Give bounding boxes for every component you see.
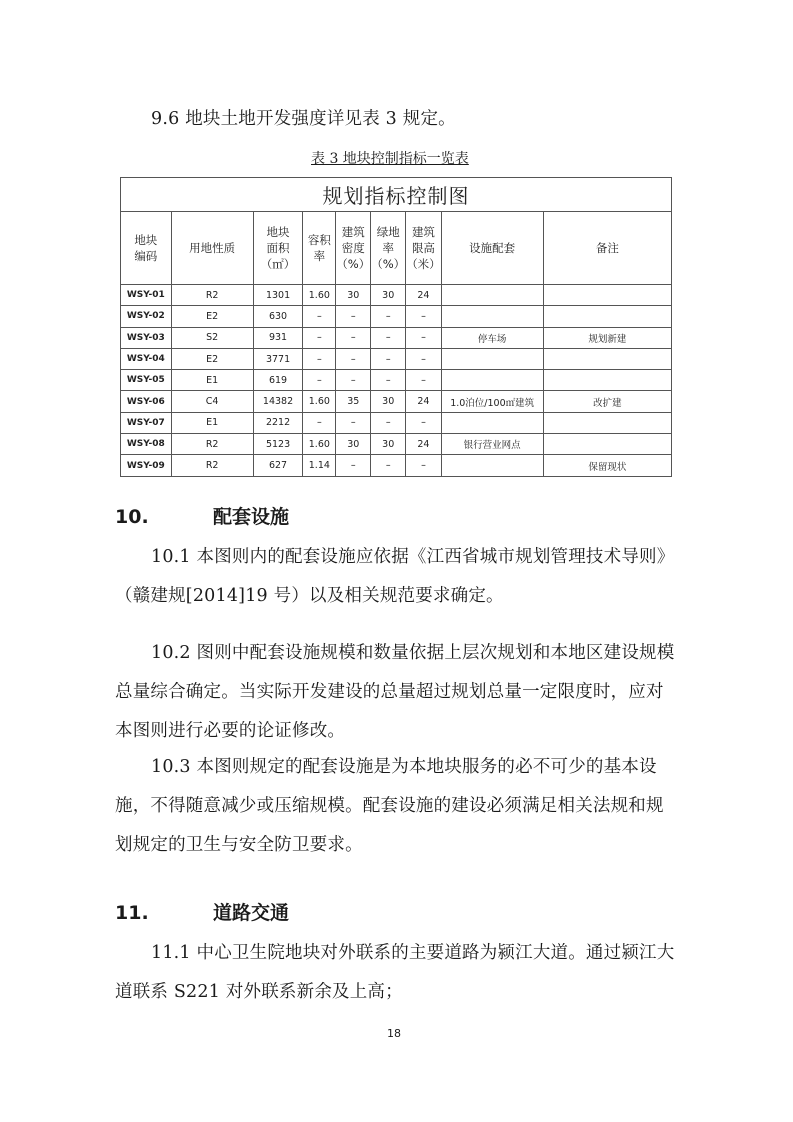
cell-green-ratio: – (371, 455, 406, 476)
cell-facilities (441, 370, 543, 391)
paragraph-10-1: 10.1 本图则内的配套设施应依据《江西省城市规划管理技术导则》（赣建规[2014]19 号）以及相关规范要求确定。 (115, 547, 675, 606)
cell-code: WSY-09 (121, 455, 172, 476)
cell-area: 619 (253, 370, 303, 391)
cell-facilities: 1.0泊位/100㎡建筑 (441, 391, 543, 412)
cell-facilities: 停车场 (441, 327, 543, 348)
header-green-ratio: 绿地 率 （%） (371, 212, 406, 285)
cell-remarks (543, 306, 671, 327)
cell-far: – (303, 370, 336, 391)
cell-far: 1.60 (303, 285, 336, 306)
cell-height-limit: – (406, 306, 442, 327)
cell-green-ratio: – (371, 348, 406, 369)
cell-density: – (336, 327, 371, 348)
cell-area: 2212 (253, 412, 303, 433)
table-row (121, 434, 672, 455)
cell-land-use: C4 (171, 391, 253, 412)
section-11-title: 道路交通 (213, 902, 290, 924)
cell-green-ratio: – (371, 327, 406, 348)
cell-land-use: E2 (171, 348, 253, 369)
cell-far: – (303, 327, 336, 348)
cell-code: WSY-04 (121, 348, 172, 369)
cell-height-limit: 24 (406, 285, 442, 306)
cell-far: – (303, 348, 336, 369)
cell-density: 30 (336, 434, 371, 455)
table-row (121, 455, 672, 476)
cell-facilities (441, 348, 543, 369)
cell-far: – (303, 306, 336, 327)
cell-code: WSY-06 (121, 391, 172, 412)
header-height-limit: 建筑 限高 （米） (406, 212, 442, 285)
section-9-6-text: 9.6 地块土地开发强度详见表 3 规定。 (151, 109, 456, 129)
paragraph-11-1: 11.1 中心卫生院地块对外联系的主要道路为颍江大道。通过颍江大道联系 S221 对外联系新余及上高； (115, 943, 675, 1002)
table-row (121, 391, 672, 412)
cell-land-use: R2 (171, 455, 253, 476)
cell-facilities (441, 412, 543, 433)
cell-green-ratio: – (371, 306, 406, 327)
cell-area: 931 (253, 327, 303, 348)
cell-area: 5123 (253, 434, 303, 455)
header-facilities: 设施配套 (441, 212, 543, 285)
header-far: 容积 率 (303, 212, 336, 285)
cell-facilities (441, 306, 543, 327)
table-title: 规划指标控制图 (121, 178, 672, 212)
cell-remarks: 改扩建 (543, 391, 671, 412)
paragraph-10-3: 10.3 本图则规定的配套设施是为本地块服务的必不可少的基本设施，不得随意减少或压缩规模。配套设施的建设必须满足相关法规和规划规定的卫生与安全防卫要求。 (115, 757, 664, 855)
page-number: 18 (387, 1027, 401, 1040)
cell-green-ratio: 30 (371, 285, 406, 306)
cell-height-limit: – (406, 412, 442, 433)
cell-far: 1.60 (303, 391, 336, 412)
cell-land-use: E1 (171, 370, 253, 391)
cell-facilities (441, 285, 543, 306)
cell-land-use: E2 (171, 306, 253, 327)
cell-density: 35 (336, 391, 371, 412)
cell-code: WSY-01 (121, 285, 172, 306)
cell-remarks (543, 348, 671, 369)
section-10-number: 10. (115, 506, 149, 528)
cell-green-ratio: 30 (371, 391, 406, 412)
section-10-heading (115, 502, 289, 529)
cell-far: 1.14 (303, 455, 336, 476)
control-index-table (120, 177, 672, 477)
cell-green-ratio: – (371, 412, 406, 433)
cell-land-use: S2 (171, 327, 253, 348)
cell-code: WSY-02 (121, 306, 172, 327)
cell-land-use: R2 (171, 434, 253, 455)
header-land-use: 用地性质 (171, 212, 253, 285)
cell-height-limit: 24 (406, 434, 442, 455)
cell-height-limit: – (406, 327, 442, 348)
table-header-row (121, 212, 672, 285)
table-row (121, 285, 672, 306)
cell-density: – (336, 412, 371, 433)
header-area: 地块 面积 （㎡） (253, 212, 303, 285)
cell-density: – (336, 370, 371, 391)
cell-code: WSY-07 (121, 412, 172, 433)
cell-remarks (543, 434, 671, 455)
cell-height-limit: 24 (406, 391, 442, 412)
cell-area: 1301 (253, 285, 303, 306)
cell-code: WSY-05 (121, 370, 172, 391)
cell-height-limit: – (406, 348, 442, 369)
cell-remarks (543, 285, 671, 306)
section-10-title: 配套设施 (213, 506, 290, 528)
cell-height-limit: – (406, 455, 442, 476)
cell-green-ratio: – (371, 370, 406, 391)
cell-facilities (441, 455, 543, 476)
cell-remarks (543, 370, 671, 391)
table-row (121, 348, 672, 369)
header-density: 建筑 密度 （%） (336, 212, 371, 285)
cell-code: WSY-03 (121, 327, 172, 348)
table-row (121, 306, 672, 327)
cell-far: 1.60 (303, 434, 336, 455)
cell-land-use: R2 (171, 285, 253, 306)
table-row (121, 412, 672, 433)
cell-remarks: 规划新建 (543, 327, 671, 348)
cell-land-use: E1 (171, 412, 253, 433)
cell-density: – (336, 306, 371, 327)
cell-area: 14382 (253, 391, 303, 412)
cell-density: – (336, 455, 371, 476)
cell-density: 30 (336, 285, 371, 306)
cell-remarks: 保留现状 (543, 455, 671, 476)
cell-area: 630 (253, 306, 303, 327)
header-remarks: 备注 (543, 212, 671, 285)
cell-height-limit: – (406, 370, 442, 391)
paragraph-10-2: 10.2 图则中配套设施规模和数量依据上层次规划和本地区建设规模总量综合确定。当实际开发建设的总量超过规划总量一定限度时，应对本图则进行必要的论证修改。 (115, 643, 675, 741)
section-11-number: 11. (115, 902, 149, 924)
cell-density: – (336, 348, 371, 369)
cell-area: 627 (253, 455, 303, 476)
table-row (121, 327, 672, 348)
cell-remarks (543, 412, 671, 433)
cell-green-ratio: 30 (371, 434, 406, 455)
cell-code: WSY-08 (121, 434, 172, 455)
cell-far: – (303, 412, 336, 433)
cell-facilities: 银行营业网点 (441, 434, 543, 455)
table-caption: 表 3 地块控制指标一览表 (311, 151, 469, 167)
section-11-heading (115, 898, 289, 925)
table-row (121, 370, 672, 391)
cell-area: 3771 (253, 348, 303, 369)
header-code: 地块 编码 (121, 212, 172, 285)
